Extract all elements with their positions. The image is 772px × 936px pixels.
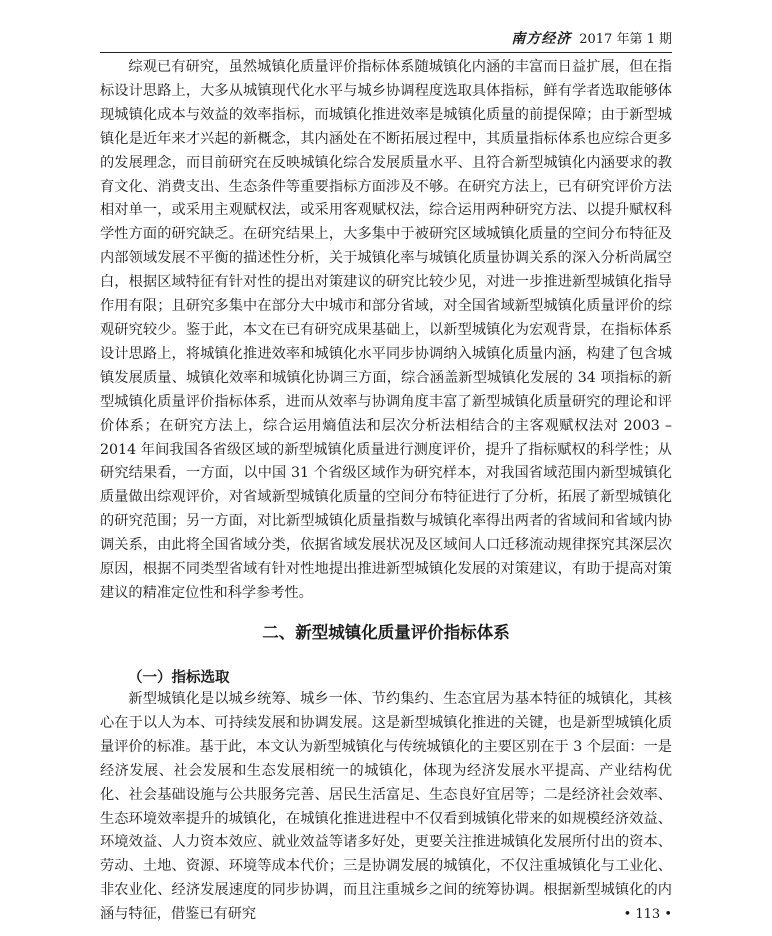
subsection-heading: （一）指标选取 xyxy=(128,670,230,686)
paragraph-text: 综观已有研究，虽然城镇化质量评价指标体系随城镇化内涵的丰富而日益扩展，但在指标设计思路上，大多从城镇现代化水平与城乡协调程度选取具体指标，鲜有学者选取能够体现城镇化成本与效益的效率指标，而城镇化推进效率是城镇化质量的前提保障；由于新型城镇化是近年来才兴起的新概念，其内涵处在不断拓展过程中，其质量指标体系也应综合更多的发展理念，而目前研究在反映城镇化综合发展质量水平、且符合新型城镇化内涵要求的教育文化、消费支出、生态条件等重要指标方面涉及不够。在研究方法上，已有研究评价方法相对单一，或采用主观赋权法，或采用客观赋权法，综合运用两种研究方法、以提升赋权科学性方面的研究缺乏。在研究结果上，大多集中于被研究区域城镇化质量的空间分布特征及内部领域发展不平衡的描述性分析，关于城镇化率与城镇化质量协调关系的深入分析尚属空白，根据区域特征有针对性的提出对策建议的研究比较少见，对进一步推进新型城镇化指导作用有限；且研究多集中在部分大中城市和部分省域，对全国省域新型城镇化质量评价的综观研究较少。鉴于此，本文在已有研究成果基础上，以新型城镇化为宏观背景，在指标体系设计思路上，将城镇化推进效率和城镇化水平同步协调纳入城镇化质量内涵，构建了包含城镇发展质量、城镇化效率和城镇化协调三方面，综合涵盖新型城镇化发展的 34 项指标的新型城镇化质量评价指标体系，进而从效率与协调角度丰富了新型城镇化质量研究的理论和评价体系；在研究方法上，综合运用熵值法和层次分析法相结合的主客观赋权法对 2003 – 2014 年间我国各省级区域的新型城镇化质量进行测度评价，提升了指标赋权的科学性；从研究结果看，一方面，以中国 31 个省级区域作为研究样本，对我国省域范围内新型城镇化质量做出综观评价，对省域新型城镇化质量的空间分布特征进行了分析，拓展了新型城镇化的研究范围；另一方面，对比新型城镇化质量指数与城镇化率得出两者的省域间和省域内协调关系，由此将全国省域分类，依据省域发展状况及区域间人口迁移流动规律探究其深层次原因，根据不同类型省域有针对性地提出推进新型城镇化发展的对策建议，有助于提高对策建议的精准定位性和科学参考性。 xyxy=(100,59,672,601)
paragraph-text: 新型城镇化是以城乡统筹、城乡一体、节约集约、生态宜居为基本特征的城镇化，其核心在于以人为本、可持续发展和协调发展。这是新型城镇化推进的关键，也是新型城镇化质量评价的标准。基于此，本文认为新型城镇化与传统城镇化的主要区别在于 3 个层面：一是经济发展、社会发展和生态发展相统一的城镇化，体现为经济发展水平提高、产业结构优化、社会基础设施与公共服务完善、居民生活富足、生态良好宜居等；二是经济社会效率、生态环境效率提升的城镇化，在城镇化推进进程中不仅看到城镇化带来的如规模经济效益、环境效益、人力资本效应、就业效益等诸多好处，更要关注推进城镇化发展所付出的资本、劳动、土地、资源、环境等成本代价；三是协调发展的城镇化，不仅注重城镇化与工业化、非农业化、经济发展速度的同步协调，而且注重城乡之间的统筹协调。根据新型城镇化的内涵与特征，借鉴已有研究 xyxy=(100,691,672,923)
page-number: • 113 • xyxy=(623,907,672,922)
body-paragraph-1 xyxy=(100,56,672,606)
issue-label: 2017 年第 1 期 xyxy=(579,32,672,47)
running-header xyxy=(100,28,672,48)
body-paragraph-2 xyxy=(100,688,672,927)
header-divider xyxy=(100,52,672,53)
journal-logo: 南方经济 xyxy=(511,31,572,47)
section-heading: 二、新型城镇化质量评价指标体系 xyxy=(262,623,510,642)
